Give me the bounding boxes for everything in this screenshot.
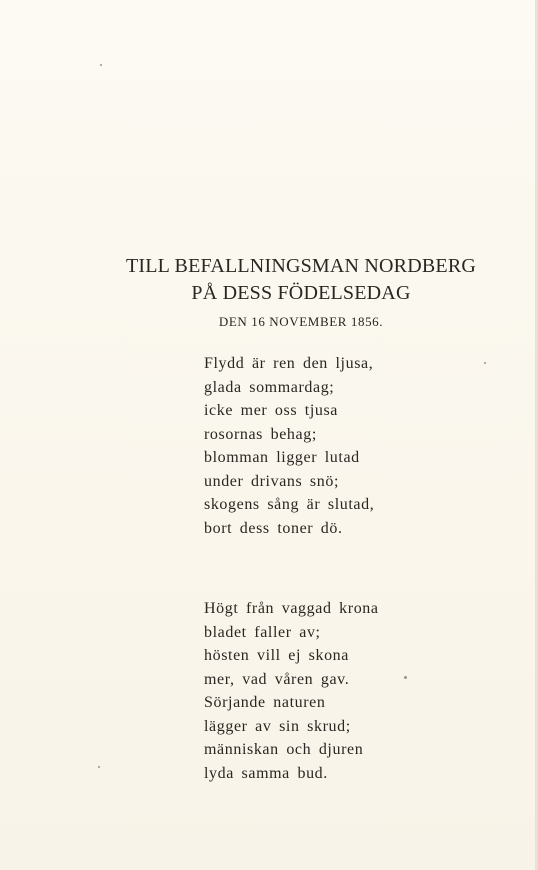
paper-speck: [404, 676, 407, 679]
verse-line: Sörjande naturen: [204, 694, 326, 711]
verse-line: icke mer oss tjusa: [204, 402, 338, 419]
verse-line: Högt från vaggad krona: [204, 600, 379, 617]
poem-title-line-1: TILL BEFALLNINGSMAN NORDBERG: [125, 255, 477, 277]
verse-line: blomman ligger lutad: [204, 449, 360, 466]
verse-line: Flydd är ren den ljusa,: [204, 355, 374, 372]
verse-line: glada sommardag;: [204, 378, 335, 396]
verse-line: under drivans snö;: [204, 472, 340, 490]
verse-line: hösten vill ej skona: [204, 647, 349, 664]
paper-speck: [98, 766, 100, 768]
verse-line: lyda samma bud.: [204, 764, 328, 782]
paper-speck: [100, 64, 102, 66]
poem-title-line-2: PÅ DESS FÖDELSEDAG: [191, 282, 411, 304]
verse-line: bort dess toner dö.: [204, 519, 343, 537]
verse-line: lägger av sin skrud;: [204, 717, 351, 735]
verse-line: människan och djuren: [204, 741, 364, 758]
poem-dateline: DEN 16 NOVEMBER 1856.: [218, 314, 384, 329]
verse-line: skogens sång är slutad,: [204, 496, 375, 513]
stanza-2: [204, 597, 379, 785]
stanza-1: [204, 352, 374, 540]
verse-line: rosornas behag;: [204, 425, 317, 443]
verse-line: mer, vad våren gav.: [204, 670, 350, 688]
verse-line: bladet faller av;: [204, 623, 321, 641]
paper-speck: [484, 362, 486, 364]
